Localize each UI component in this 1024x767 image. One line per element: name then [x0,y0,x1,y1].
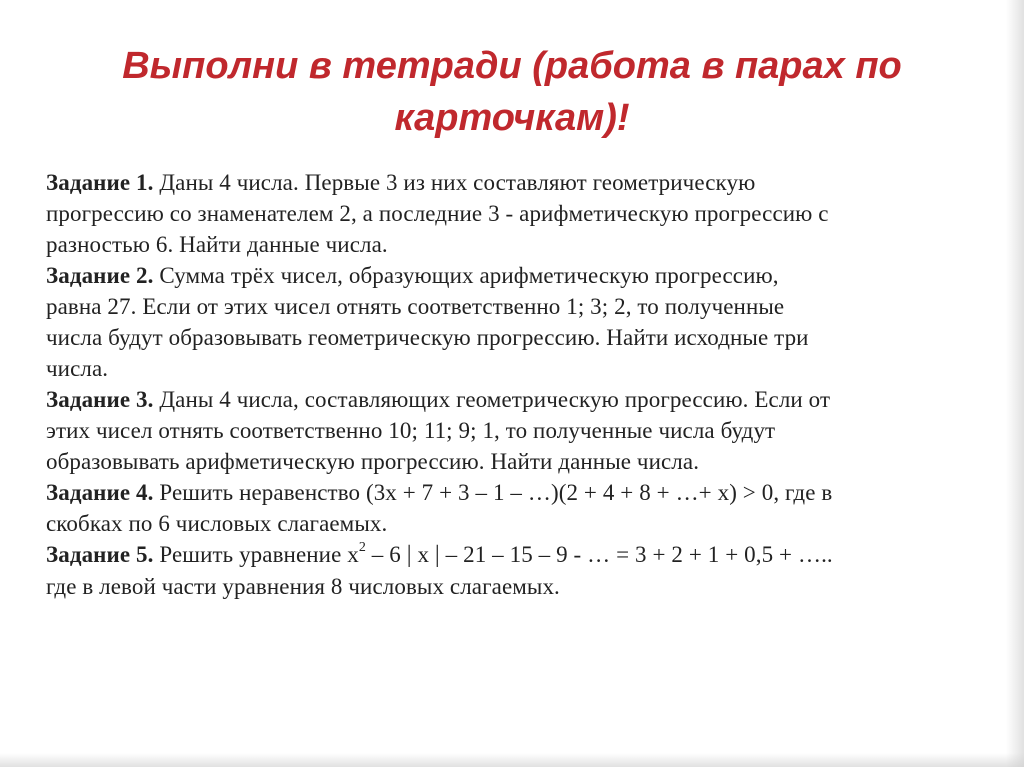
task-5-abs-bar-left: | [406,542,412,568]
task-5-eq-suffix: – 21 – 15 – 9 - … = 3 + 2 + 1 + 0,5 + ….. [439,542,833,567]
task-3-line-2: этих чисел отнять соответственно 10; 11; 9; 1, то полученные числа будут [46,418,776,443]
slide-bottom-shadow [0,753,1024,767]
task-3-label: Задание 3. [46,387,154,412]
task-1-label: Задание 1. [46,170,154,195]
task-5-eq-prefix: Решить уравнение x [159,542,359,567]
task-1-line-2: прогрессию со знаменателем 2, а последние 3 - арифметическую прогрессию с [46,201,829,226]
task-4-label: Задание 4. [46,480,154,505]
slide-title-line-1: Выполни в тетради (работа в парах по [122,45,902,87]
task-5-abs-bar-right: | [434,542,440,568]
task-3-text-1: Даны 4 числа, составляющих геометрическую прогрессию. Если от [159,387,831,412]
task-3-line-3: образовывать арифметическую прогрессию. Найти данные числа. [46,449,700,474]
task-2-text-1: Сумма трёх чисел, образующих арифметическую прогрессию, [159,263,779,288]
task-5-eq-var: x [411,542,435,567]
task-2-line-2: равна 27. Если от этих чисел отнять соответственно 1; 3; 2, то полученные [46,294,785,319]
slide-title [40,40,984,144]
task-3-line-1 [46,384,986,415]
task-5-eq-exponent: 2 [358,540,366,556]
task-2-label: Задание 2. [46,263,154,288]
task-list [46,167,986,602]
task-2-line-1 [46,260,986,291]
task-4-line-1 [46,477,986,508]
task-1-line-1 [46,167,986,198]
task-5-eq-mid: – 6 [365,542,407,567]
task-4-text-1: Решить неравенство (3x + 7 + 3 – 1 – …)(2 + 4 + 8 + …+ x) > 0, где в [159,480,833,505]
slide-title-line-2: карточкам)! [394,97,630,139]
task-5-label: Задание 5. [46,542,154,567]
task-2-line-3: числа будут образовывать геометрическую прогрессию. Найти исходные три [46,325,809,350]
slide-right-shadow [1006,0,1024,767]
task-1-text-1: Даны 4 числа. Первые 3 из них составляют геометрическую [159,170,756,195]
task-5-line-1 [46,539,986,571]
task-4-line-2: скобках по 6 числовых слагаемых. [46,511,388,536]
task-5-line-2: где в левой части уравнения 8 числовых слагаемых. [46,574,560,599]
task-1-line-3: разностью 6. Найти данные числа. [46,232,388,257]
task-2-line-4: числа. [46,356,109,381]
